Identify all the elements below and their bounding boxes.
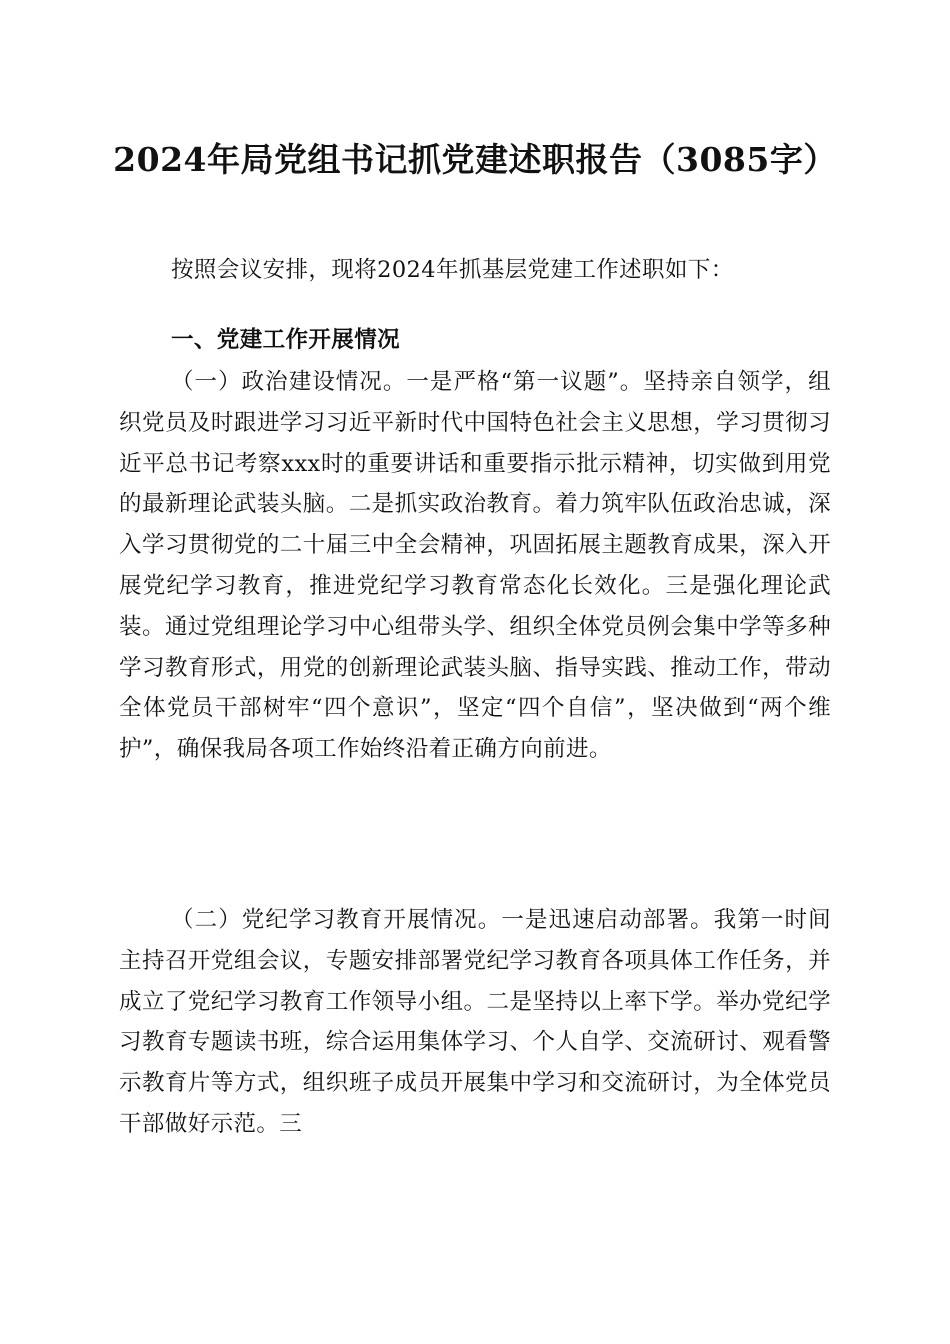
- document-title: 2024年局党组书记抓党建述职报告（3085字）: [113, 140, 837, 179]
- paragraph-discipline-education: [119, 900, 831, 1145]
- paragraph-lead-political-building: （一）政治建设情况。: [171, 369, 407, 395]
- paragraph-body-discipline-education: 一是迅速启动部署。我第一时间主持召开党组会议，专题安排部署党纪学习教育各项具体工作任务，并成立了党纪学习教育工作领导小组。二是坚持以上率下学。举办党纪学习教育专题读书班，综合运用集体学习、个人自学、交流研讨、观看警示教育片等方式，组织班子成员开展集中学习和交流研讨，为全体党员干部做好示范。三: [119, 907, 831, 1137]
- paragraph-lead-discipline-education: （二）党纪学习教育开展情况。: [171, 907, 502, 933]
- section-heading-1: 一、党建工作开展情况: [171, 327, 401, 353]
- paragraph-body-political-building: 一是严格“第一议题”。坚持亲自领学，组织党员及时跟进学习习近平新时代中国特色社会主义思想，学习贯彻习近平总书记考察xxx时的重要讲话和重要指示批示精神，切实做到用党的最新理论武装头脑。二是抓实政治教育。着力筑牢队伍政治忠诚，深入学习贯彻党的二十届三中全会精神，巩固拓展主题教育成果，深入开展党纪学习教育，推进党纪学习教育常态化长效化。三是强化理论武装。通过党组理论学习中心组带头学、组织全体党员例会集中学等多种学习教育形式，用党的创新理论武装头脑、指导实践、推动工作，带动全体党员干部树牢“四个意识”，坚定“四个自信”，坚决做到“两个维护”，确保我局各项工作始终沿着正确方向前进。: [119, 369, 831, 763]
- paragraph-political-building: [119, 362, 831, 770]
- intro-paragraph: 按照会议安排，现将2024年抓基层党建工作述职如下：: [171, 257, 734, 283]
